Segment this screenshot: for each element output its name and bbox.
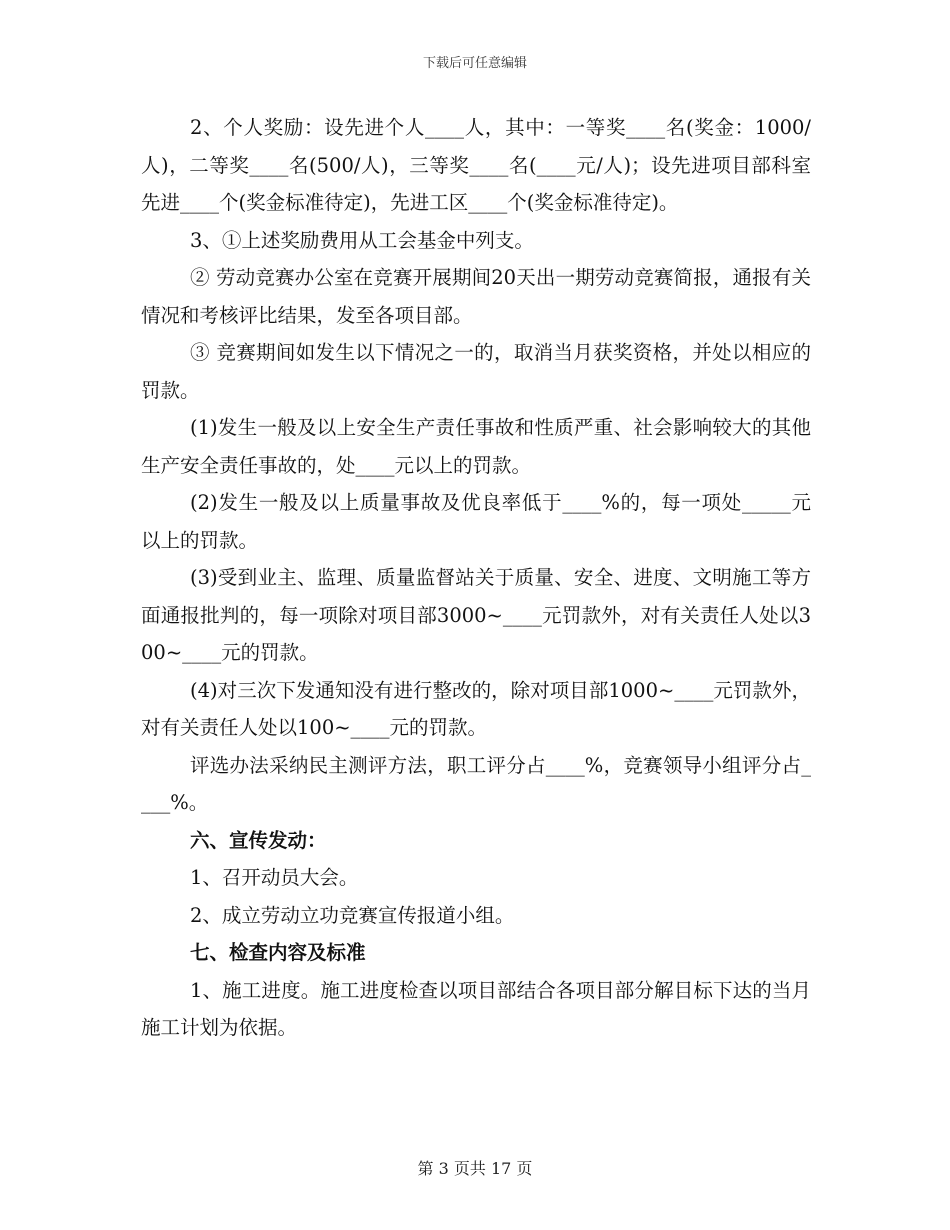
paragraph-competition-bulletin: ② 劳动竞赛办公室在竞赛开展期间20天出一期劳动竞赛简报，通报有关情况和考核评比结果，发至各项目部。 — [141, 266, 811, 327]
paragraph-item-1: (1)发生一般及以上安全生产责任事故和性质严重、社会影响较大的其他生产安全责任事故的，处____元以上的罚款。 — [141, 416, 811, 477]
list-item-mobilization-meeting: 1、召开动员大会。 — [190, 866, 359, 889]
paragraph-individual-awards: 2、个人奖励：设先进个人____人，其中：一等奖____名(奖金：1000/人)，二等奖____名(500/人)，三等奖____名(____元/人)；设先进项目部科室先进____个(奖金标准待定)，先进工区____个(奖金标准待定)。 — [141, 116, 811, 214]
paragraph-item-4: (4)对三次下发通知没有进行整改的，除对项目部1000~____元罚款外，对有关责任人处以100~____元的罚款。 — [141, 678, 811, 739]
list-item-reporting-group: 2、成立劳动立功竞赛宣传报道小组。 — [190, 903, 515, 927]
page-footer: 第 3 页共 17 页 — [417, 1159, 533, 1178]
page-header: 下载后可任意编辑 — [422, 56, 527, 71]
paragraph-disqualification: ③ 竞赛期间如发生以下情况之一的，取消当月获奖资格，并处以相应的罚款。 — [141, 341, 811, 402]
paragraph-item-3: (3)受到业主、监理、质量监督站关于质量、安全、进度、文明施工等方面通报批判的，每一项除对项目部3000~____元罚款外，对有关责任人处以300~____元的罚款。 — [141, 566, 811, 664]
section-heading-inspection: 七、检查内容及标准 — [190, 941, 366, 964]
section-heading-publicity: 六、宣传发动： — [190, 828, 327, 852]
paragraph-item-2: (2)发生一般及以上质量事故及优良率低于____%的，每一项处_____元以上的罚款。 — [141, 491, 811, 552]
paragraph-evaluation-method: 评选办法采纳民主测评方法，职工评分占____%，竞赛领导小组评分占____%。 — [141, 753, 811, 814]
paragraph-construction-progress: 1、施工进度。施工进度检查以项目部结合各项目部分解目标下达的当月施工计划为依据。 — [141, 978, 811, 1039]
document-body — [141, 109, 811, 1047]
paragraph-award-funding: 3、①上述奖励费用从工会基金中列支。 — [190, 228, 534, 252]
